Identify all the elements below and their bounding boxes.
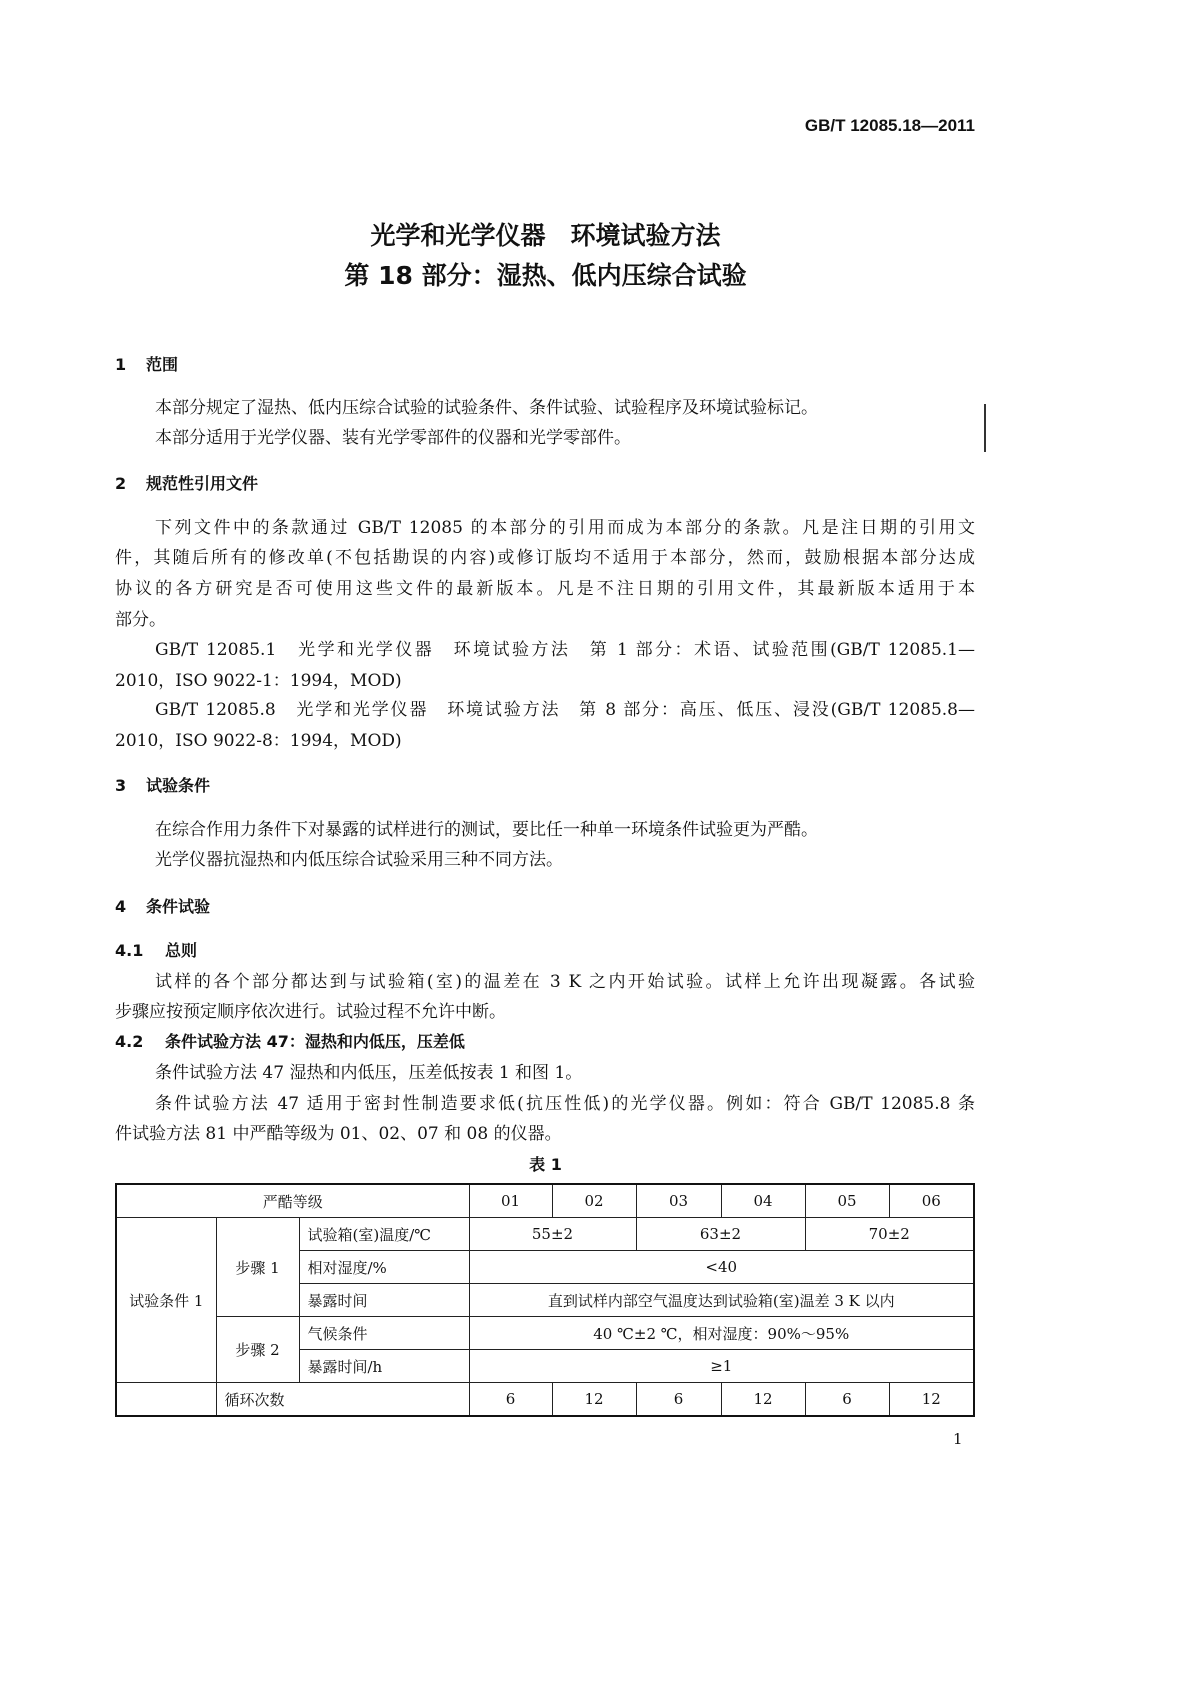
paragraph: 条件试验方法 47 适用于密封性制造要求低(抗压性低)的光学仪器。例如：符合 GB/T 12085.8 条 (155, 1094, 975, 1114)
table-cell: 40 ℃±2 ℃，相对湿度：90%～95% (469, 1317, 974, 1350)
section-4-2-heading: 4.2 条件试验方法 47：湿热和内低压，压差低 (115, 1032, 465, 1051)
section-4-heading: 4 条件试验 (115, 897, 211, 916)
paragraph: 下列文件中的条款通过 GB/T 12085 的本部分的引用而成为本部分的条款。凡是注日期的引用文 (155, 518, 975, 538)
table-cell: 03 (636, 1184, 721, 1218)
table-cell: 步骤 2 (216, 1317, 299, 1383)
table-cell: 气候条件 (299, 1317, 469, 1350)
table-cell: 06 (889, 1184, 974, 1218)
table-cell: 12 (889, 1383, 974, 1417)
paragraph: 光学仪器抗湿热和内低压综合试验采用三种不同方法。 (155, 850, 563, 870)
paragraph: 条件试验方法 47 湿热和内低压，压差低按表 1 和图 1。 (155, 1063, 583, 1083)
title-line-1: 光学和光学仪器 环境试验方法 (370, 221, 721, 250)
section-1-heading: 1 范围 (115, 355, 179, 374)
paragraph: 在综合作用力条件下对暴露的试样进行的测试，要比任一种单一环境条件试验更为严酷。 (155, 820, 818, 840)
table-cell: 试验条件 1 (116, 1218, 216, 1383)
paragraph: 本部分规定了湿热、低内压综合试验的试验条件、条件试验、试验程序及环境试验标记。 (155, 398, 818, 418)
paragraph: 部分。 (115, 610, 166, 630)
table-cell: 05 (805, 1184, 889, 1218)
reference-item: 2010，ISO 9022-8：1994，MOD) (115, 731, 402, 751)
table-caption: 表 1 (529, 1155, 562, 1174)
paragraph: 本部分适用于光学仪器、装有光学零部件的仪器和光学零部件。 (155, 428, 631, 448)
table-cell: 暴露时间 (299, 1284, 469, 1317)
reference-item: GB/T 12085.8 光学和光学仪器 环境试验方法 第 8 部分：高压、低压、浸没(GB/T 12085.8— (155, 700, 975, 720)
table-row (116, 1383, 974, 1417)
table-row (116, 1317, 974, 1350)
paragraph: 协议的各方研究是否可使用这些文件的最新版本。凡是不注日期的引用文件，其最新版本适用于本 (115, 579, 975, 599)
paragraph: 件，其随后所有的修改单(不包括勘误的内容)或修订版均不适用于本部分，然而，鼓励根据本部分达成 (115, 548, 975, 568)
table-cell: 02 (552, 1184, 636, 1218)
table-row (116, 1218, 974, 1251)
table-cell: <40 (469, 1251, 974, 1284)
section-4-1-heading: 4.1 总则 (115, 941, 198, 960)
revision-bar (984, 404, 986, 452)
paragraph: 步骤应按预定顺序依次进行。试验过程不允许中断。 (115, 1002, 506, 1022)
reference-item: GB/T 12085.1 光学和光学仪器 环境试验方法 第 1 部分：术语、试验范围(GB/T 12085.1— (155, 640, 975, 660)
table-cell: 直到试样内部空气温度达到试验箱(室)温差 3 K 以内 (469, 1284, 974, 1317)
section-3-heading: 3 试验条件 (115, 776, 211, 795)
table-cell: 暴露时间/h (299, 1350, 469, 1383)
table-cell: 04 (721, 1184, 805, 1218)
reference-item: 2010，ISO 9022-1：1994，MOD) (115, 671, 402, 691)
table-cell: 70±2 (805, 1218, 974, 1251)
table-cell: ≥1 (469, 1350, 974, 1383)
section-2-heading: 2 规范性引用文件 (115, 474, 259, 493)
table-cell: 01 (469, 1184, 552, 1218)
test-conditions-table (115, 1183, 975, 1417)
table-cell: 63±2 (636, 1218, 805, 1251)
table-cell: 6 (636, 1383, 721, 1417)
table-cell: 试验箱(室)温度/℃ (299, 1218, 469, 1251)
table-cell: 6 (805, 1383, 889, 1417)
table-cell: 严酷等级 (116, 1184, 469, 1218)
table-cell: 12 (721, 1383, 805, 1417)
table-cell: 步骤 1 (216, 1218, 299, 1317)
table-row (116, 1184, 974, 1218)
paragraph: 件试验方法 81 中严酷等级为 01、02、07 和 08 的仪器。 (115, 1124, 562, 1144)
standard-code: GB/T 12085.18—2011 (804, 116, 975, 135)
table-cell: 12 (552, 1383, 636, 1417)
paragraph: 试样的各个部分都达到与试验箱(室)的温差在 3 K 之内开始试验。试样上允许出现凝露。各试验 (155, 972, 975, 992)
page-number: 1 (953, 1430, 963, 1448)
table-cell: 6 (469, 1383, 552, 1417)
table-cell: 相对湿度/% (299, 1251, 469, 1284)
table-cell: 55±2 (469, 1218, 636, 1251)
table-cell: 循环次数 (216, 1383, 469, 1417)
title-line-2: 第 18 部分：湿热、低内压综合试验 (344, 261, 747, 290)
